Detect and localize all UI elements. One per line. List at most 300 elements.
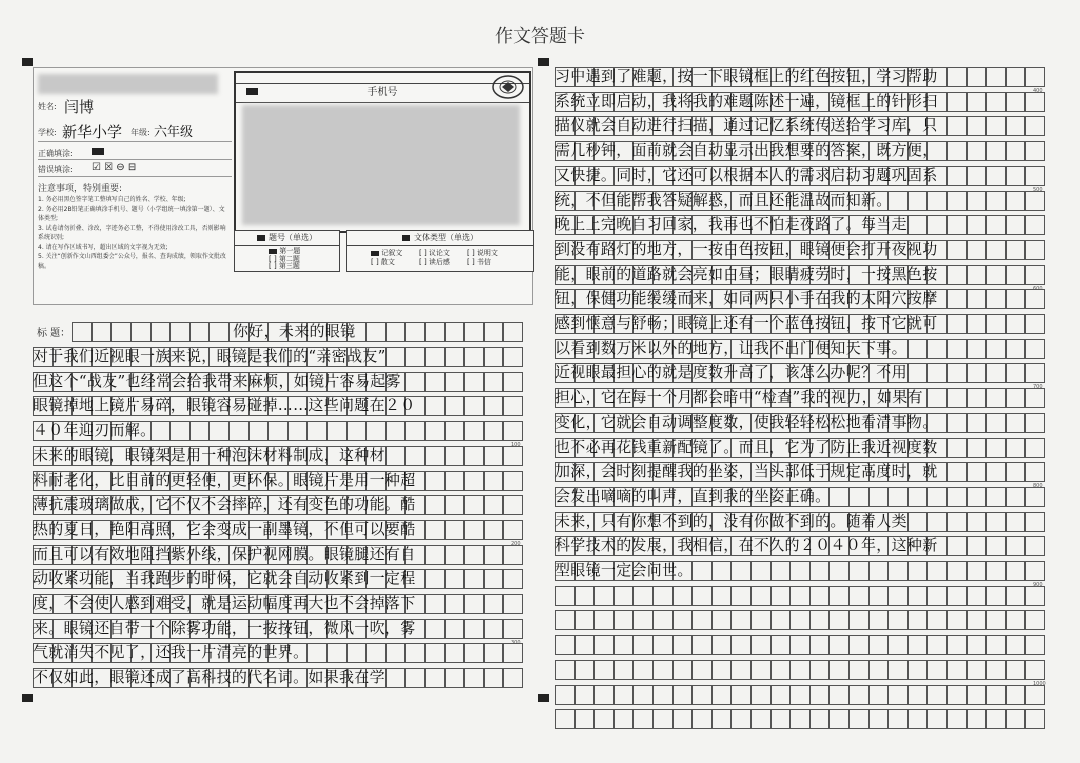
grid-cell (445, 594, 465, 614)
written-line: 动收紧功能，当我跑步的时候，它就会自动收紧到一定程 (33, 569, 416, 588)
grid-cell (790, 660, 810, 680)
name-label: 姓名: (38, 102, 57, 111)
grid-cell (712, 586, 732, 606)
wrong-fill-samples: ☑ ☒ ⊖ ⊟ (92, 162, 137, 173)
grid-cell (849, 685, 869, 705)
written-line: 变化，它就会自动调整度数，使我轻轻松松地看清事物。 (555, 412, 938, 431)
grade-label: 年级: (131, 128, 150, 137)
grid-cell (445, 495, 465, 515)
grid-cell (967, 462, 987, 482)
logo-icon (491, 73, 525, 101)
grid-cell (653, 660, 673, 680)
grid-cell (869, 660, 889, 680)
corner-block (402, 235, 410, 241)
grid-cell (484, 372, 504, 392)
grid-cell (888, 561, 908, 581)
grid-cell (1006, 388, 1026, 408)
grid-cell (947, 685, 967, 705)
grid-cell (967, 438, 987, 458)
note-item: 3. 试卷请勿折叠、涂改，字迹务必工整，不得使用涂改工具，否则影响系统识别; (38, 224, 226, 241)
grid-cell (731, 709, 751, 729)
grid-cell (503, 446, 523, 466)
grid-cell (986, 462, 1006, 482)
grid-cell (927, 635, 947, 655)
grid-cell (927, 363, 947, 383)
grid-cell (1025, 536, 1045, 556)
grid-cell (986, 215, 1006, 235)
grid-cell (986, 660, 1006, 680)
grid-cell (790, 586, 810, 606)
grid-cell (1006, 166, 1026, 186)
student-info-panel (33, 67, 533, 305)
grid-cell (1025, 438, 1045, 458)
grid-cell (888, 660, 908, 680)
grid-cell (92, 322, 112, 342)
grid-cell (503, 594, 523, 614)
grid-cell (692, 685, 712, 705)
grid-cell (653, 709, 673, 729)
written-line: 热的夏日，艳阳高照，它会变成一副墨镜，不但可以要酷 (33, 519, 416, 538)
page-title: 作文答题卡 (495, 26, 585, 47)
grid-cell (1006, 191, 1026, 211)
grid-cell (445, 446, 465, 466)
grid-cell (908, 215, 928, 235)
grid-cell (967, 487, 987, 507)
grid-cell (594, 685, 614, 705)
writing-row (33, 668, 523, 688)
grid-cell (947, 92, 967, 112)
topic-option-3[interactable]: [ ] 第三题 (269, 262, 300, 270)
written-line: 需几秒钟，面前就会自动显示出我想要的答案，既方便， (555, 141, 938, 160)
grid-cell (947, 586, 967, 606)
grid-cell (575, 685, 595, 705)
grid-cell (614, 709, 634, 729)
grid-cell (673, 709, 693, 729)
written-line: 度，不会使人感到难受，就是运动幅度再大也不会掉落下 (33, 594, 416, 612)
grid-cell (712, 561, 732, 581)
grid-cell (908, 512, 928, 532)
grid-cell (1006, 265, 1026, 285)
grid-cell (927, 388, 947, 408)
grid-cell (1006, 141, 1026, 161)
grid-cell (810, 685, 830, 705)
topic-choice-box (234, 230, 340, 272)
grid-cell (503, 421, 523, 441)
grid-cell (947, 141, 967, 161)
grid-cell (908, 339, 928, 359)
grid-cell (111, 322, 131, 342)
grid-cell (425, 545, 445, 565)
grid-cell (425, 619, 445, 639)
grid-cell (1006, 363, 1026, 383)
writing-row (555, 165, 1045, 193)
written-line: 以看到数万米以外的地方，让我不出门便知天下事。 (555, 338, 907, 357)
written-line: 晚上上完晚自习回家，我再也不怕走夜路了。每当走 (555, 215, 907, 234)
grid-cell (1006, 487, 1026, 507)
grid-cell (503, 569, 523, 589)
grid-cell (484, 668, 504, 688)
grid-cell (869, 561, 889, 581)
grid-cell (771, 660, 791, 680)
grid-cell (888, 635, 908, 655)
grid-cell (731, 610, 751, 630)
grid-cell (967, 610, 987, 630)
grid-cell (692, 635, 712, 655)
grid-cell (908, 363, 928, 383)
grid-cell (810, 709, 830, 729)
redacted-phone (242, 105, 520, 225)
grid-cell (888, 709, 908, 729)
grid-cell (1006, 438, 1026, 458)
grid-cell (731, 635, 751, 655)
writing-row (555, 363, 1045, 391)
grid-cell (947, 191, 967, 211)
essay-title-row (33, 322, 523, 342)
grid-cell (849, 610, 869, 630)
writing-row (33, 421, 523, 449)
grid-cell (366, 322, 386, 342)
grid-cell (771, 685, 791, 705)
grid-cell (1006, 709, 1026, 729)
grid-cell (1025, 363, 1045, 383)
writing-row (555, 685, 1045, 705)
grid-cell (908, 561, 928, 581)
character-count-marker: 100 (511, 442, 521, 449)
grid-cell (445, 396, 465, 416)
writing-row (555, 67, 1045, 94)
grid-cell (692, 660, 712, 680)
grid-cell (503, 545, 523, 565)
notes-list (38, 195, 228, 271)
writing-row (555, 264, 1045, 292)
grid-cell (72, 322, 92, 342)
written-line: 不仅如此，眼镜还成了高科技的代名词。如果我在学 (33, 668, 385, 687)
grid-cell (425, 421, 445, 441)
grid-cell (927, 660, 947, 680)
grid-cell (484, 643, 504, 663)
grid-cell (1006, 635, 1026, 655)
grid-cell (947, 67, 967, 87)
grid-cell (1025, 413, 1045, 433)
writing-row (33, 545, 523, 565)
grid-cell (869, 487, 889, 507)
grid-cell (614, 586, 634, 606)
grid-cell (503, 471, 523, 491)
grid-cell (1006, 116, 1026, 136)
grid-cell (170, 322, 190, 342)
grid-cell (731, 586, 751, 606)
grid-cell (986, 512, 1006, 532)
grid-cell (464, 372, 484, 392)
grid-cell (653, 586, 673, 606)
character-count-marker: 700 (1033, 384, 1043, 391)
grid-cell (503, 396, 523, 416)
writing-row (555, 635, 1045, 655)
grid-cell (405, 668, 425, 688)
writing-row (555, 438, 1045, 458)
grid-cell (947, 610, 967, 630)
grid-cell (986, 265, 1006, 285)
grid-cell (947, 166, 967, 186)
grid-cell (869, 635, 889, 655)
genre-option-4[interactable]: [ ] 散文 (371, 258, 395, 266)
grid-cell (1025, 561, 1045, 581)
writing-row (555, 388, 1045, 408)
registration-mark (22, 58, 33, 66)
grid-cell (445, 619, 465, 639)
writing-row (555, 586, 1045, 606)
grid-cell (503, 668, 523, 688)
grid-cell (425, 372, 445, 392)
grid-cell (464, 471, 484, 491)
grid-cell (888, 685, 908, 705)
topic-option-2[interactable]: [ ] 第二题 (269, 254, 300, 263)
grid-cell (445, 372, 465, 392)
grid-cell (731, 561, 751, 581)
grid-cell (673, 586, 693, 606)
topic-option-1[interactable]: 第一题 (269, 248, 339, 256)
writing-row (33, 569, 523, 589)
grid-cell (405, 643, 425, 663)
grid-cell (869, 685, 889, 705)
grid-cell (190, 421, 210, 441)
grid-cell (947, 339, 967, 359)
registration-mark (538, 694, 549, 702)
grid-cell (445, 643, 465, 663)
grid-cell (967, 240, 987, 260)
grid-cell (555, 709, 575, 729)
grid-cell (484, 446, 504, 466)
grid-cell (712, 635, 732, 655)
grid-cell (810, 610, 830, 630)
grid-cell (464, 643, 484, 663)
grid-cell (555, 586, 575, 606)
grid-cell (986, 685, 1006, 705)
grid-cell (790, 561, 810, 581)
writing-row (555, 610, 1045, 630)
grid-cell (1025, 314, 1045, 334)
grid-cell (888, 610, 908, 630)
grid-cell (425, 668, 445, 688)
writing-row (555, 413, 1045, 433)
grid-cell (712, 660, 732, 680)
grid-cell (967, 141, 987, 161)
grid-cell (967, 586, 987, 606)
grid-cell (503, 322, 523, 342)
written-line: 到没有路灯的地方，一按白色按钮，眼镜便会打开夜视功 (555, 239, 938, 258)
grid-cell (484, 619, 504, 639)
grid-cell (131, 322, 151, 342)
grid-cell (633, 586, 653, 606)
grid-cell (967, 314, 987, 334)
note-item: 1. 务必用黑色签字笔工整填写自己的姓名、学校、年级; (38, 196, 186, 203)
grid-cell (555, 610, 575, 630)
grid-cell (653, 610, 673, 630)
correct-fill-label: 正确填涂: (38, 149, 73, 158)
grid-cell (366, 421, 386, 441)
grid-cell (908, 709, 928, 729)
genre-option-1[interactable]: 记叙文 (371, 249, 419, 258)
writing-row (555, 339, 1045, 359)
grid-cell (503, 495, 523, 515)
school-value: 新华小学 (62, 123, 123, 141)
grid-cell (986, 116, 1006, 136)
grid-cell (849, 561, 869, 581)
genre-choice-box (346, 230, 534, 272)
grid-cell (947, 265, 967, 285)
written-line: 感到惬意与舒畅；眼镜上还有一个蓝色按钮，按下它就可 (555, 314, 938, 332)
grid-cell (405, 347, 425, 367)
grid-cell (986, 561, 1006, 581)
grid-cell (986, 166, 1006, 186)
grid-cell (927, 512, 947, 532)
grid-cell (967, 388, 987, 408)
writing-row (555, 92, 1045, 112)
grid-cell (1006, 215, 1026, 235)
grid-cell (1006, 660, 1026, 680)
grid-cell (947, 512, 967, 532)
writing-row (555, 660, 1046, 687)
grid-cell (1025, 512, 1045, 532)
phone-header: 手机号 (236, 83, 529, 103)
written-line: 来。眼镜还自带一个除雾功能，一按按钮，微风一吹，雾 (33, 618, 416, 637)
grid-cell (170, 421, 190, 441)
grid-cell (575, 586, 595, 606)
grid-cell (464, 495, 484, 515)
grid-cell (986, 536, 1006, 556)
grid-cell (633, 635, 653, 655)
grid-cell (829, 586, 849, 606)
grid-cell (731, 685, 751, 705)
registration-mark (538, 58, 549, 66)
grid-cell (1025, 685, 1045, 705)
writing-row (555, 314, 1045, 334)
grid-cell (927, 610, 947, 630)
grid-cell (967, 215, 987, 235)
grid-cell (386, 446, 406, 466)
grid-cell (1006, 512, 1026, 532)
grid-cell (503, 520, 523, 540)
grid-cell (790, 709, 810, 729)
grid-cell (594, 660, 614, 680)
written-line: 而且可以有效地阻挡紫外线，保护视网膜。眼镜腿还有自 (33, 544, 416, 563)
writing-row (33, 519, 523, 547)
written-line: 也不必再花钱重新配镜了。而且，它为了防止我近视度数 (555, 437, 938, 456)
grid-cell (986, 191, 1006, 211)
grid-cell (869, 586, 889, 606)
grid-cell (484, 471, 504, 491)
grid-cell (947, 240, 967, 260)
grid-cell (484, 347, 504, 367)
grid-cell (888, 586, 908, 606)
grid-cell (927, 561, 947, 581)
grid-cell (751, 586, 771, 606)
grid-cell (1025, 635, 1045, 655)
genre-option-5[interactable]: [ ] 读后感 (419, 258, 450, 266)
genre-option-6[interactable]: [ ] 书信 (467, 258, 491, 266)
grid-cell (229, 421, 249, 441)
grid-cell (1025, 215, 1045, 235)
grid-cell (888, 487, 908, 507)
writing-row (555, 709, 1045, 729)
writing-row (555, 191, 1045, 211)
grid-cell (425, 594, 445, 614)
grid-cell (967, 339, 987, 359)
genre-option-3[interactable]: [ ] 说明文 (467, 249, 498, 257)
grid-cell (464, 520, 484, 540)
grid-cell (986, 92, 1006, 112)
grid-cell (1006, 314, 1026, 334)
grid-cell (190, 322, 210, 342)
grid-cell (810, 660, 830, 680)
grid-cell (503, 643, 523, 663)
grid-cell (464, 594, 484, 614)
grid-cell (249, 421, 269, 441)
grid-cell (425, 569, 445, 589)
written-line: 统，不但能帮我答疑解惑，而且还能温故而知新。 (555, 190, 892, 209)
grid-cell (908, 610, 928, 630)
grid-cell (986, 610, 1006, 630)
grid-cell (673, 660, 693, 680)
grid-cell (947, 116, 967, 136)
grid-cell (445, 520, 465, 540)
grid-cell (849, 635, 869, 655)
writing-row (33, 347, 523, 367)
grid-cell (555, 685, 575, 705)
grid-cell (614, 610, 634, 630)
writing-row (33, 643, 523, 663)
grid-cell (908, 635, 928, 655)
grid-cell (1006, 339, 1026, 359)
grid-cell (209, 322, 229, 342)
grid-cell (1025, 660, 1045, 680)
grid-cell (347, 643, 367, 663)
grid-cell (503, 372, 523, 392)
grid-cell (986, 67, 1006, 87)
written-line: 加深，会时刻提醒我的坐姿，当头部低于规定高度时，就 (555, 462, 938, 481)
grid-cell (751, 660, 771, 680)
writing-row (33, 471, 523, 491)
grid-cell (633, 685, 653, 705)
grid-cell (751, 635, 771, 655)
writing-row (33, 396, 523, 416)
grid-cell (927, 191, 947, 211)
grid-cell (1025, 191, 1045, 211)
writing-row (33, 372, 523, 392)
grid-cell (1025, 462, 1045, 482)
grid-cell (464, 545, 484, 565)
grid-cell (288, 421, 308, 441)
genre-option-2[interactable]: [ ] 议论文 (419, 249, 450, 257)
grid-cell (771, 561, 791, 581)
writing-row (555, 116, 1045, 136)
grid-cell (751, 561, 771, 581)
grid-cell (1006, 413, 1026, 433)
grid-cell (751, 709, 771, 729)
grid-cell (790, 635, 810, 655)
filled-bubble (269, 249, 277, 254)
grid-cell (464, 569, 484, 589)
grid-cell (967, 561, 987, 581)
grid-cell (1006, 289, 1026, 309)
grid-cell (986, 709, 1006, 729)
written-line: 对于我们近视眼一族来说，眼镜是我们的“亲密战友” (33, 347, 386, 365)
grid-cell (1006, 685, 1026, 705)
written-line: ４０年迎刃而解。 (33, 421, 156, 440)
character-count-marker: 800 (1033, 483, 1043, 490)
grid-cell (575, 610, 595, 630)
grid-cell (1025, 289, 1045, 309)
